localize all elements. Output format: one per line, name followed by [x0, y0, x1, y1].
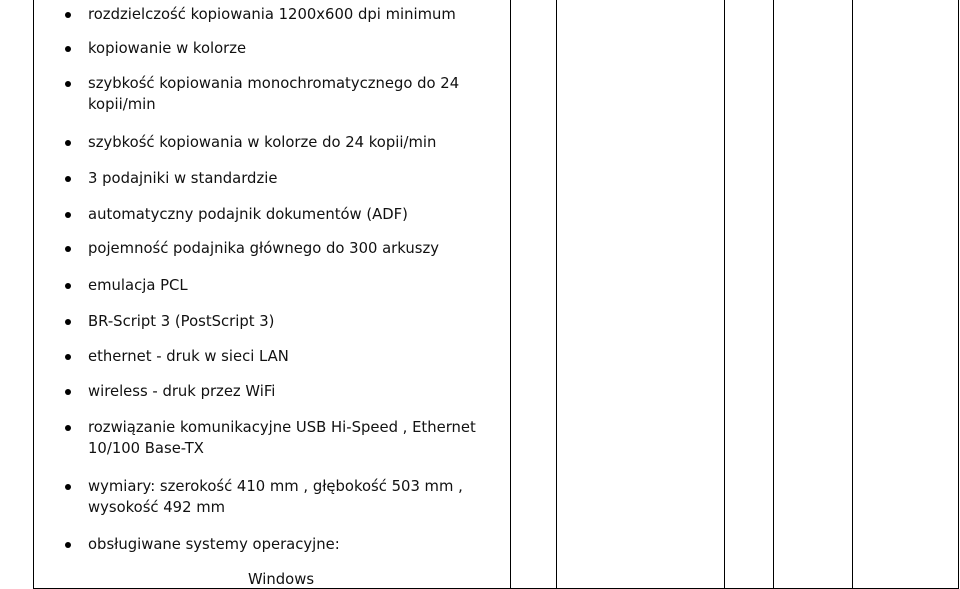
list-bullet [65, 283, 71, 289]
table-border-left [33, 0, 34, 589]
table-column-divider [510, 0, 511, 589]
list-bullet [65, 425, 71, 431]
list-item-text: emulacja PCL [88, 277, 188, 294]
table-border-right [958, 0, 959, 589]
list-item-text: obsługiwane systemy operacyjne: [88, 536, 340, 553]
list-item-text: pojemność podajnika głównego do 300 arkuszy [88, 240, 439, 257]
list-bullet [65, 542, 71, 548]
list-bullet [65, 319, 71, 325]
list-item-text: automatyczny podajnik dokumentów (ADF) [88, 206, 408, 223]
list-bullet [65, 484, 71, 490]
list-item-text: 3 podajniki w standardzie [88, 170, 278, 187]
sub-list-item-text: Windows [248, 571, 315, 588]
list-item-text: rozwiązanie komunikacyjne USB Hi-Speed , Ethernet 10/100 Base-TX [88, 419, 476, 457]
list-item-text: wireless - druk przez WiFi [88, 383, 276, 400]
table-column-divider [724, 0, 725, 589]
list-bullet [65, 140, 71, 146]
list-item-text: wymiary: szerokość 410 mm , głębokość 503 mm , wysokość 492 mm [88, 478, 463, 516]
list-bullet [65, 389, 71, 395]
list-item-text: szybkość kopiowania w kolorze do 24 kopii/min [88, 134, 437, 151]
list-item-text: szybkość kopiowania monochromatycznego do 24 kopii/min [88, 75, 460, 113]
list-bullet [65, 81, 71, 87]
list-item-text: ethernet - druk w sieci LAN [88, 348, 289, 365]
table-column-divider [852, 0, 853, 589]
list-bullet [65, 246, 71, 252]
table-column-divider [773, 0, 774, 589]
list-item-text: BR-Script 3 (PostScript 3) [88, 313, 275, 330]
list-bullet [65, 354, 71, 360]
list-bullet [65, 46, 71, 52]
list-item-text: rozdzielczość kopiowania 1200x600 dpi minimum [88, 6, 456, 23]
list-bullet [65, 12, 71, 18]
list-bullet [65, 176, 71, 182]
list-bullet [65, 212, 71, 218]
list-item-text: kopiowanie w kolorze [88, 40, 247, 57]
table-column-divider [556, 0, 557, 589]
